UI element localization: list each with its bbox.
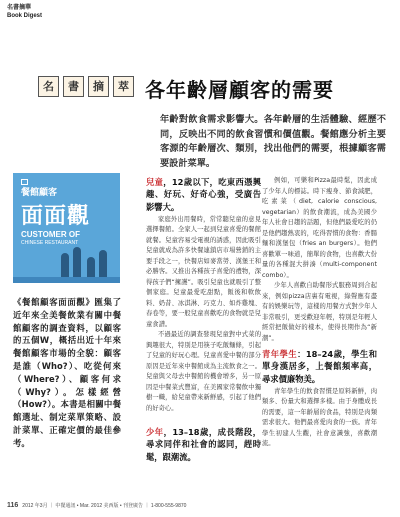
page-footer: [7, 502, 186, 509]
section-lead: 青年學生: [262, 349, 298, 359]
section-heading: [262, 348, 377, 385]
figure-silhouette: [61, 253, 69, 277]
section-teens-heading: [146, 426, 261, 465]
header-en: Book Digest: [7, 13, 43, 19]
book-blurb: 《餐館顧客面面觀》匯集了近年來全美餐飲業有關中餐館顧客的調查資料，以顧客的五個W，概括出近十年來餐館顧客市場的全貌：顧客是誰（Who?）、吃從何來（Where?）、顧客何求（Why?）。怎樣經營（How?）。本書是相關中餐館選址、制定菜單策略、設計菜單、正確定價的最佳參考。: [13, 297, 121, 448]
section-heading-rest: ，13–18歲，成長階段，尋求同伴和社會的認同，趕時髦，跟潮流。: [146, 427, 261, 462]
figure-silhouette: [99, 250, 107, 277]
page-number: 116: [7, 502, 19, 509]
section-lead: 兒童: [146, 177, 164, 187]
footer-text: 2012 年3月 ｜ 中餐通訊 • Mar. 2012 美西版 • 刊登廣告 ｜ 1-800-555-9870: [22, 503, 187, 509]
section-children: [146, 176, 261, 414]
book-cover-image: [13, 173, 120, 283]
section-lead: 少年: [146, 427, 164, 437]
running-header: [7, 4, 42, 20]
cover-line1: 餐館顧客: [21, 188, 58, 198]
cover-floor: [13, 277, 120, 283]
section-young-adults: [262, 348, 377, 450]
section-heading-rest: ：18–24歲，學生和單身漢居多，上餐館頻率高，尋求價廉物美。: [262, 349, 377, 384]
article-intro: 年齡對飲食需求影響大。各年齡層的生活體驗、經歷不同，反映出不同的飲食習慣和價值觀。餐館應分析主要客源的年齡層次、類別，找出他們的需要，根據顧客需要設計菜單。: [160, 114, 386, 169]
figure-silhouette: [87, 257, 95, 277]
cover-line2: 面面觀: [21, 203, 91, 229]
kicker-char: 摘: [88, 76, 109, 97]
cover-line3a: CUSTOMER OF: [21, 230, 80, 239]
paragraph: 不過最近的調查發現兒童對中式菜的興趣很大，特別是用筷子吃飯麵條，引起了兒童的好玩心理。兒童喜愛中餐的部分原因是近年來中餐館成為主流飲食之一。兒童與父母去中餐館的機會增多，另一原因是中餐菜式豐富，在美國家常餐飲中獨樹一幟，給兒童帶來新鮮感，引起了他們的好奇心。: [146, 331, 261, 412]
article-title: 各年齡層顧客的需要: [145, 78, 334, 102]
paragraph: 例如，可樂和Pizza最時髦，因此成了少年人的標誌。時下瘦身、節食減肥，吃素菜（diet, calorie conscious, vegetarian）的飲食潮流，成為美國少年人社會日趨的話題，但他們最愛吃的仍是他們趨熱衷的，吃得習慣的食物：香腸麵和漢堡包（fries an burgers）。他們喜歡單一味道，簡單的食物，也喜歡大份量的各種混大拼湊（multi-component combo）。: [262, 177, 377, 279]
paragraph: 青年學生的飲食習慣是原料新鮮，肉類多、份量大和選擇多樣。由于身體成長的需要，這一年齡層的食品，特別是肉類需求很大。他們最喜愛肉食的一族。青年學生初建人生觀，社會意識強，喜歡潮流。: [262, 387, 377, 448]
paragraph: 家庭外出用餐時，常常聽兒童的意見選擇餐館。全家人一起到兒童喜愛的餐館就餐。兒童容易受電視的誘惑，因此吸引兒童就成為許多快餐連鎖店市場營銷的主要手段之一，快餐店如麥當勞、漢堡王和必勝客。又推出各種孩子喜愛的禮物，深得孩子們“擁護”。吸引兒童也就吸引了整個家庭。兒童最愛吃甜點，飯後和軟飲料、奶昔、冰淇淋、巧克力、如炸雞塊、春卷等，要一般兒童喜歡吃的食物就是兒童食譜。: [146, 215, 261, 328]
kicker-char: 名: [38, 76, 59, 97]
cover-line3b: CHINESE RESTAURANT: [21, 240, 79, 246]
header-zh: 名書摘華: [7, 5, 32, 11]
section-heading-rest: ，12歲以下，吃東西憑興趣、好玩、好奇心強，受廣告影響大。: [146, 177, 261, 212]
section-heading: [146, 426, 261, 463]
kicker-char: 萃: [113, 76, 134, 97]
kicker-char: 書: [63, 76, 84, 97]
paragraph: 少年人喜歡自助餐形式服務周到合起來，例如pizza店裏有電視，綠聲應有盡有的娛樂玩等，這樣的用餐方式對少年人非常吸引，更受歡迎年輕，特別是年輕人經常把飯做好的樣本，使得長期作為“新潮”。: [262, 282, 377, 342]
section-heading: [146, 176, 261, 213]
section-kicker: [38, 76, 134, 97]
figure-silhouette: [73, 247, 81, 277]
section-teens-body: [262, 176, 377, 344]
